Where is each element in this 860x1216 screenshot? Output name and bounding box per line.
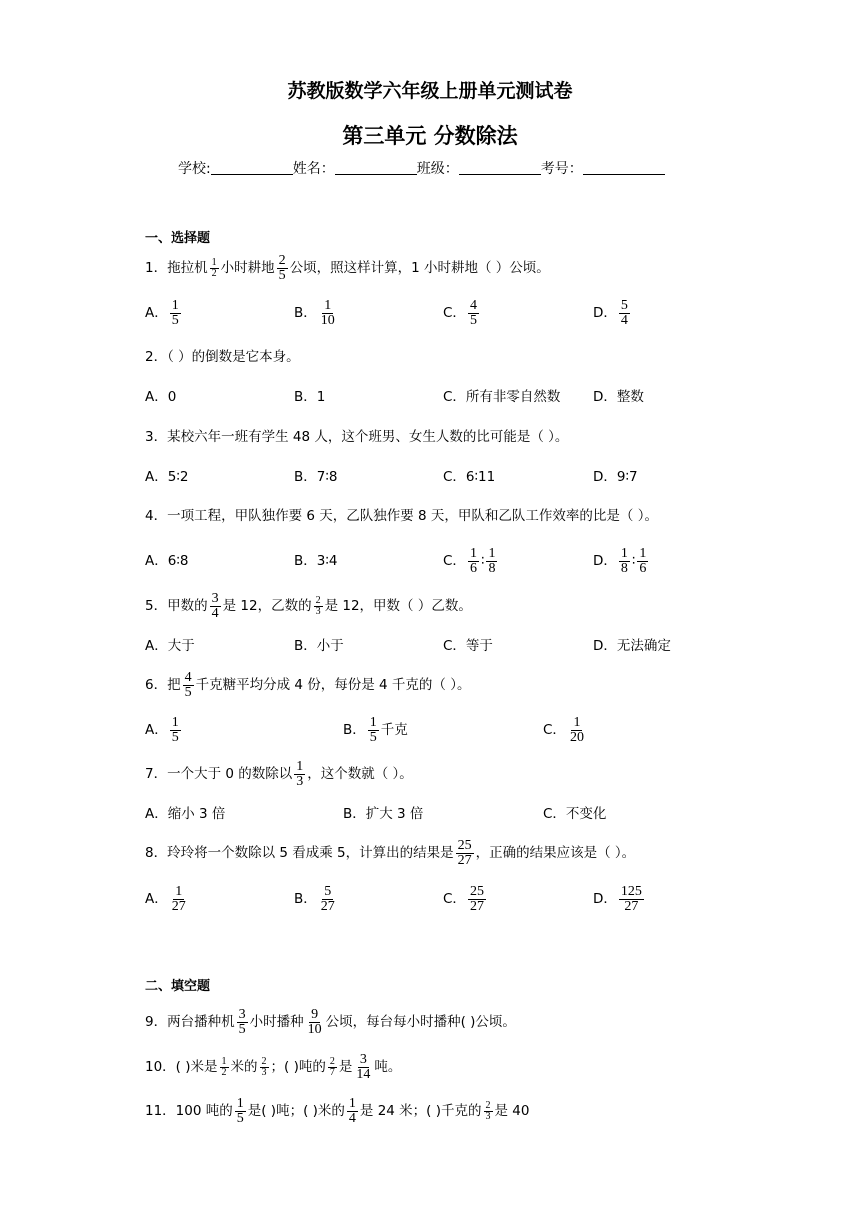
fraction-numerator: 2 [278,253,286,269]
fraction [456,839,474,868]
question-text: ，这个数就（ ）。 [307,766,413,782]
fraction [314,596,323,617]
question-text: B．7∶8 [294,469,338,485]
fraction-numerator: 1 [620,546,628,562]
fraction-numerator: 25 [457,838,472,854]
q2-option-a[interactable] [145,375,176,419]
question-text: 是( )吨；( )米的 [247,1103,345,1119]
fraction-denominator: 10 [307,1022,322,1038]
fraction-denominator: 6 [639,561,647,577]
fraction-denominator: 5 [369,730,377,746]
fraction-numerator: 4 [469,298,477,314]
fraction [619,299,630,328]
fraction [568,716,586,745]
q8-option-a[interactable] [145,877,190,921]
fraction-numerator: 9 [311,1007,319,1023]
question-text: B．扩大 3 倍 [343,806,424,822]
fraction-numerator: 1 [296,759,304,775]
question-text: 吨。 [374,1059,402,1075]
fraction-denominator: 5 [469,313,477,329]
class-blank[interactable] [459,160,541,175]
fraction-denominator: 14 [356,1067,371,1083]
fraction-denominator: 5 [236,1111,244,1127]
question-text: B．小于 [294,638,344,654]
fraction-denominator: 27 [624,899,639,915]
fraction-denominator: 27 [320,899,335,915]
fraction [637,547,648,576]
question-text: 3．某校六年一班有学生 48 人，这个班男、女生人数的比可能是（ ）。 [145,429,569,445]
question-text: 9．两台播种机 [145,1014,235,1030]
question-4 [145,494,658,538]
fraction-numerator: 5 [620,298,628,314]
question-text: ；( )吨的 [270,1059,326,1075]
question-text: A． [145,891,168,907]
question-text: A．大于 [145,638,195,654]
fraction [468,885,486,914]
fraction-numerator: 2 [329,1056,335,1068]
fraction [354,1053,372,1082]
q5-option-b[interactable] [294,624,344,668]
fraction [484,1101,493,1122]
fraction-denominator: 5 [278,268,286,284]
question-text: 公顷，照这样计算，1 小时耕地（ ）公顷。 [289,260,550,276]
q8-option-b[interactable] [294,877,339,921]
section-fill-heading: 二、填空题 [145,979,211,994]
exam-no-label: 考号： [540,161,583,177]
fraction-numerator: 1 [369,715,377,731]
question-text: 小时耕地 [220,260,275,276]
fraction-denominator: 7 [329,1067,335,1079]
question-text: A． [145,305,168,321]
fraction-numerator: 1 [171,298,179,314]
school-blank[interactable] [211,160,293,175]
fraction-numerator: 2 [261,1056,267,1068]
fraction [319,885,337,914]
question-text: 10．( )米是 [145,1059,218,1075]
question-text: A． [145,722,168,738]
q3-option-d[interactable] [593,455,638,499]
q4-option-b[interactable] [294,539,337,583]
fraction [260,1057,269,1078]
question-text: C．等于 [443,638,493,654]
fraction-denominator: 8 [488,561,496,577]
fraction-numerator: 3 [211,591,219,607]
question-text: 8．玲玲将一个数除以 5 看成乘 5，计算出的结果是 [145,845,454,861]
question-text: B． [294,305,317,321]
fraction-numerator: 1 [639,546,647,562]
fraction [183,671,194,700]
question-text: 是 40 [494,1103,530,1119]
q2-option-b[interactable] [294,375,325,419]
fraction [306,1008,324,1037]
fraction-denominator: 5 [171,313,179,329]
fraction [328,1057,337,1078]
q4-option-a[interactable] [145,539,188,583]
class-label: 班级： [416,161,459,177]
fraction [277,254,288,283]
question-5 [145,584,472,628]
fraction-numerator: 125 [620,884,642,900]
question-text: 1．拖拉机 [145,260,208,276]
question-text: 米的 [230,1059,258,1075]
name-label: 姓名： [292,161,335,177]
question-text: B． [294,891,317,907]
question-text: D． [593,553,617,569]
fraction-denominator: 3 [315,606,321,618]
fraction-denominator: 27 [457,853,472,869]
q1-option-b[interactable] [294,291,339,335]
question-text: D．无法确定 [593,638,671,654]
page-title: 苏教版数学六年级上册单元测试卷 [287,80,573,102]
fraction-denominator: 2 [211,268,217,280]
question-7 [145,752,413,796]
fraction [170,885,188,914]
question-text: C．不变化 [543,806,607,822]
question-text: 6．把 [145,677,181,693]
section-choice-heading: 一、选择题 [145,231,211,246]
fraction-denominator: 27 [171,899,186,915]
question-3 [145,415,568,459]
question-text: A．5∶2 [145,469,189,485]
student-info [178,158,665,178]
question-text: C． [443,891,466,907]
fraction-numerator: 2 [485,1100,491,1112]
fraction-denominator: 3 [296,774,304,790]
question-text: 千克糖平均分成 4 份，每份是 4 千克的（ ）。 [195,677,471,693]
fraction-denominator: 5 [184,685,192,701]
question-text: C． [443,305,466,321]
q3-option-c[interactable] [443,455,495,499]
fraction-numerator: 2 [315,595,321,607]
q5-option-a[interactable] [145,624,195,668]
fraction [237,1008,248,1037]
question-11 [145,1089,529,1133]
page-subtitle: 第三单元 分数除法 [342,124,518,148]
fraction [347,1097,358,1126]
fraction [619,547,630,576]
fraction-denominator: 4 [348,1111,356,1127]
question-text: 11．100 吨的 [145,1103,233,1119]
fraction [294,760,305,789]
fraction-numerator: 3 [359,1052,367,1068]
q7-option-c[interactable] [543,792,606,836]
fraction-denominator: 5 [171,730,179,746]
fraction-numerator: 1 [488,546,496,562]
fraction-denominator: 5 [238,1022,246,1038]
fraction [619,885,644,914]
q7-option-b[interactable] [343,792,423,836]
fraction [319,299,337,328]
fraction [220,1057,229,1078]
fraction-denominator: 8 [620,561,628,577]
question-text: A．6∶8 [145,553,189,569]
question-text: D． [593,891,617,907]
q5-option-c[interactable] [443,624,493,668]
q3-option-b[interactable] [294,455,337,499]
question-text: 千克 [380,722,408,738]
fraction [468,547,479,576]
question-text: C．所有非零自然数 [443,389,561,405]
fraction-numerator: 25 [469,884,484,900]
fraction-denominator: 10 [320,313,335,329]
name-blank[interactable] [335,160,417,175]
question-text: A．0 [145,389,177,405]
fraction [235,1097,246,1126]
q5-option-d[interactable] [593,624,671,668]
question-2 [145,335,300,379]
question-text: 公顷，每台每小时播种( )公顷。 [325,1014,516,1030]
fraction-numerator: 4 [184,670,192,686]
q2-option-d[interactable] [593,375,644,419]
question-text: A．缩小 3 倍 [145,806,226,822]
q6-option-b[interactable] [343,708,408,752]
question-text: C． [543,722,566,738]
question-text: B．1 [294,389,326,405]
question-text: B． [343,722,366,738]
fraction-denominator: 27 [469,899,484,915]
question-text: 是 12，甲数（ ）乙数。 [324,598,472,614]
question-text: C． [443,553,466,569]
fraction-numerator: 1 [171,715,179,731]
fraction-numerator: 1 [221,1056,227,1068]
fraction [170,299,181,328]
fraction-denominator: 20 [569,730,584,746]
fraction [468,299,479,328]
q1-option-d[interactable] [593,291,632,335]
fraction-denominator: 6 [469,561,477,577]
question-1 [145,246,550,290]
fraction-numerator: 1 [348,1096,356,1112]
question-6 [145,663,470,707]
q4-option-c[interactable] [443,539,499,583]
question-text: 是 24 米；( )千克的 [359,1103,482,1119]
fraction [486,547,497,576]
fraction-numerator: 3 [238,1007,246,1023]
question-10 [145,1045,401,1089]
fraction-numerator: 1 [324,298,332,314]
q3-option-a[interactable] [145,455,188,499]
fraction-denominator: 3 [485,1111,491,1123]
question-8 [145,831,635,875]
fraction [368,716,379,745]
q1-option-c[interactable] [443,291,481,335]
question-text: 5．甲数的 [145,598,208,614]
question-text: 是 [338,1059,353,1075]
q2-option-c[interactable] [443,375,560,419]
fraction [170,716,181,745]
question-text: 2．（ ）的倒数是它本身。 [145,349,300,365]
question-9 [145,1000,516,1044]
fraction-numerator: 1 [469,546,477,562]
question-text: 小时播种 [249,1014,304,1030]
fraction-denominator: 4 [620,313,628,329]
q8-option-d[interactable] [593,877,646,921]
q6-option-a[interactable] [145,708,183,752]
q7-option-a[interactable] [145,792,225,836]
fraction-numerator: 1 [573,715,581,731]
question-text: C．6∶11 [443,469,496,485]
question-text: ∶ [480,553,485,569]
fraction [210,592,221,621]
fraction-denominator: 3 [261,1067,267,1079]
exam-no-blank[interactable] [583,160,665,175]
question-text: 7．一个大于 0 的数除以 [145,766,293,782]
q6-option-c[interactable] [543,708,588,752]
fraction-numerator: 5 [324,884,332,900]
question-text: 是 12，乙数的 [222,598,312,614]
q1-option-a[interactable] [145,291,183,335]
question-text: ∶ [631,553,636,569]
school-label: 学校: [178,161,211,177]
q4-option-d[interactable] [593,539,650,583]
question-text: D． [593,305,617,321]
fraction-numerator: 1 [211,257,217,269]
question-text: B．3∶4 [294,553,338,569]
fraction-denominator: 4 [211,606,219,622]
fraction-denominator: 2 [221,1067,227,1079]
question-text: 4．一项工程，甲队独作要 6 天，乙队独作要 8 天，甲队和乙队工作效率的比是（ ）。 [145,508,658,524]
question-text: ，正确的结果应该是（ ）。 [475,845,636,861]
question-text: D．整数 [593,389,644,405]
fraction-numerator: 1 [175,884,183,900]
q8-option-c[interactable] [443,877,488,921]
fraction [210,258,219,279]
question-text: D．9∶7 [593,469,638,485]
fraction-numerator: 1 [236,1096,244,1112]
